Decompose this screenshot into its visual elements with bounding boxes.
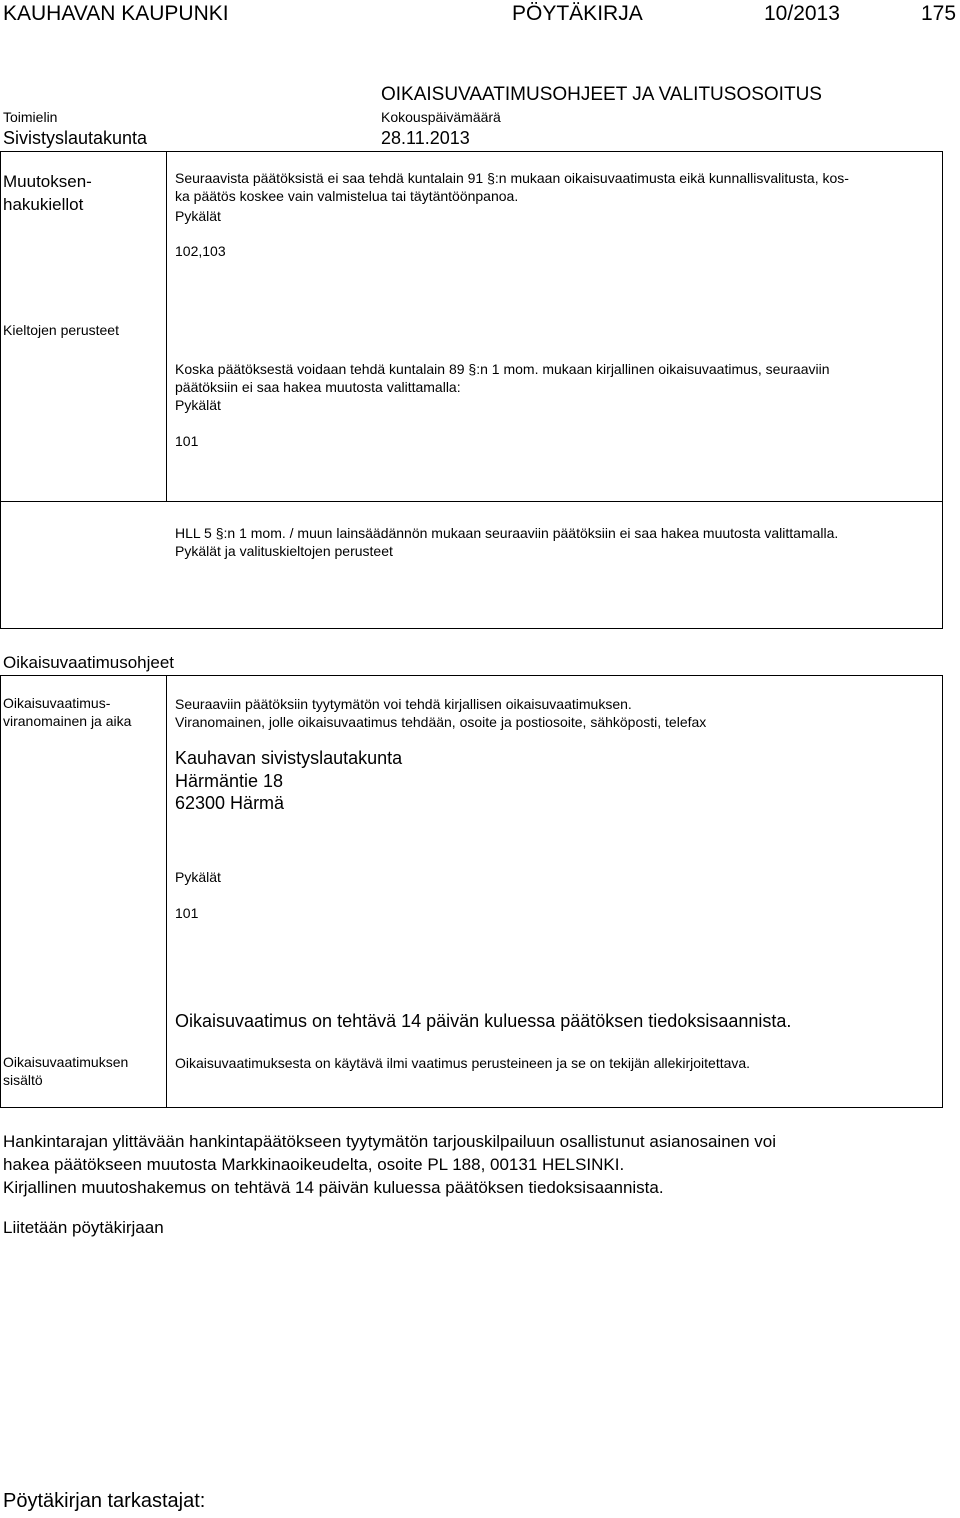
authority-text: Seuraaviin päätöksiin tyytymätön voi tehdä kirjallisen oikaisuvaatimuksen. Viranomainen, jolle oikaisuvaatimus tehdään, osoite ja postiosoite, sähköposti, telefax: [175, 696, 707, 730]
grounds-text: Koska päätöksestä voidaan tehdä kuntalain 89 §:n 1 mom. mukaan kirjallinen oikaisuvaatimus, seuraaviin päätöksiin ei saa hakea muutosta valittamalla:: [175, 361, 830, 395]
authority-label: Oikaisuvaatimus- viranomainen ja aika: [3, 695, 132, 729]
document-number: 10/2013: [764, 2, 840, 25]
procurement-paragraph: Hankintarajan ylittävään hankintapäätökseen tyytymätön tarjouskilpailuun osallistunut asianosainen voi hakea päätökseen muutosta Markkinaoikeudelta, osoite PL 188, 00131 HELSINKI. Kirjallinen muutoshakemus on tehtävä 14 päivän kuluessa päätöksen tiedoksisaannista.: [3, 1132, 777, 1197]
restrictions-heading: Muutoksen- hakukiellot: [3, 172, 92, 214]
reviewers-label: Pöytäkirjan tarkastajat:: [3, 1490, 206, 1512]
restrictions-sections-label: Pykälät: [175, 208, 221, 224]
page-number: 175: [921, 2, 957, 25]
section-title: OIKAISUVAATIMUSOHJEET JA VALITUSOSOITUS: [381, 84, 822, 105]
body-value: Sivistyslautakunta: [3, 128, 148, 148]
instructions-box: [0, 675, 943, 1108]
grounds-sections-label: Pykälät: [175, 397, 221, 413]
municipality-name: KAUHAVAN KAUPUNKI: [3, 2, 229, 25]
instructions-sections-label: Pykälät: [175, 869, 221, 885]
restrictions-text: Seuraavista päätöksistä ei saa tehdä kuntalain 91 §:n mukaan oikaisuvaatimusta eikä kunnallisvalitusta, kos- ka päätös koskee vain valmistelua tai täytäntöönpanoa.: [175, 170, 849, 204]
hll-text: HLL 5 §:n 1 mom. / muun lainsäädännön mukaan seuraaviin päätöksiin ei saa hakea muutosta valittamalla.: [175, 525, 839, 541]
grounds-sections-value: 101: [175, 433, 199, 449]
date-label: Kokouspäivämäärä: [381, 109, 501, 125]
content-text: Oikaisuvaatimuksesta on käytävä ilmi vaatimus perusteineen ja se on tekijän allekirjoitettava.: [175, 1055, 751, 1071]
date-value: 28.11.2013: [381, 128, 470, 148]
attached-note: Liitetään pöytäkirjaan: [3, 1218, 164, 1237]
content-label: Oikaisuvaatimuksen sisältö: [3, 1054, 129, 1088]
authority-address: Kauhavan sivistyslautakunta Härmäntie 18 62300 Härmä: [175, 748, 403, 813]
restrictions-sections-value: 102,103: [175, 243, 226, 259]
instructions-title: Oikaisuvaatimusohjeet: [3, 653, 175, 672]
document-type: PÖYTÄKIRJA: [512, 2, 643, 25]
grounds-heading: Kieltojen perusteet: [3, 322, 119, 338]
deadline-text: Oikaisuvaatimus on tehtävä 14 päivän kuluessa päätöksen tiedoksisaannista.: [175, 1011, 792, 1031]
hll-sections: Pykälät ja valituskieltojen perusteet: [175, 543, 393, 559]
body-label: Toimielin: [3, 109, 58, 125]
instructions-sections-value: 101: [175, 905, 199, 921]
